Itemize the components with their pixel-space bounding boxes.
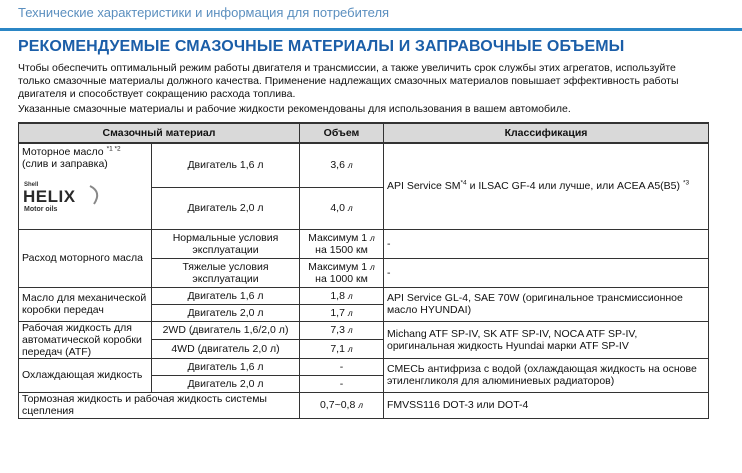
engine-oil-sublabel: (слив и заправка)	[22, 158, 108, 170]
engine-oil-class: API Service SM$^{*4}$ и ILSAC GF-4 или лучше, или ACEA A5(B5) $^{*3}$	[384, 143, 709, 229]
coolant-sub-2: Двигатель 2,0 л	[152, 375, 300, 392]
shell-helix-logo	[22, 178, 114, 214]
consumption-class-2: -	[384, 258, 709, 287]
manual-trans-label: Масло для механической коробки передач	[19, 287, 152, 321]
engine-oil-sub-2: Двигатель 2,0 л	[152, 187, 300, 229]
table-row	[19, 229, 709, 258]
atf-class: Michang ATF SP-IV, SK ATF SP-IV, NOCA ATF SP-IV, оригинальная жидкость Hyundai марки ATF SP-IV	[384, 321, 709, 358]
svg-text:HELIX: HELIX	[23, 187, 76, 206]
consumption-class-1: -	[384, 229, 709, 258]
section-header-bar	[0, 0, 742, 31]
page-heading: РЕКОМЕНДУЕМЫЕ СМАЗОЧНЫЕ МАТЕРИАЛЫ И ЗАПРАВОЧНЫЕ ОБЪЕМЫ	[18, 38, 625, 55]
atf-sub-1: 2WD (двигатель 1,6/2,0 л)	[152, 321, 300, 340]
coolant-volume-1: -	[300, 358, 384, 375]
engine-oil-volume-1: 3,6 л	[300, 143, 384, 187]
coolant-label: Охлаждающая жидкость	[19, 358, 152, 392]
svg-text:Motor oils: Motor oils	[24, 206, 58, 213]
coolant-class: СМЕСЬ антифриза с водой (охлаждающая жидкость на основе этиленгликоля для алюминиевых радиаторов)	[384, 358, 709, 392]
engine-oil-cell	[19, 143, 152, 229]
consumption-volume-2: Максимум 1 л на 1000 км	[300, 258, 384, 287]
consumption-sub-1: Нормальные условия эксплуатации	[152, 229, 300, 258]
lubricants-table	[18, 122, 709, 419]
engine-oil-volume-2: 4,0 л	[300, 187, 384, 229]
coolant-sub-1: Двигатель 1,6 л	[152, 358, 300, 375]
header-classification: Классификация	[384, 123, 709, 143]
consumption-volume-1: Максимум 1 л на 1500 км	[300, 229, 384, 258]
manual-trans-class: API Service GL-4, SAE 70W (оригинальное трансмиссионное масло HYUNDAI)	[384, 287, 709, 321]
intro-paragraph-2: Указанные смазочные материалы и рабочие жидкости рекомендованы для использования в вашем автомобиле.	[18, 103, 571, 115]
engine-oil-footnote: *1 *2	[106, 145, 121, 153]
table-row	[19, 143, 709, 187]
brake-class: FMVSS116 DOT-3 или DOT-4	[384, 392, 709, 418]
intro-paragraph: Чтобы обеспечить оптимальный режим работы двигателя и трансмиссии, а также увеличить срок службы этих агрегатов, используйте только смазочные материалы должного качества. Применение надлежащих смазочных материалов повышает эффективность работы двигателя и способствует сокращению расхода топлива.	[18, 62, 679, 100]
brake-volume: 0,7~0,8 л	[300, 392, 384, 418]
svg-text:Shell: Shell	[24, 182, 39, 188]
atf-volume-1: 7,3 л	[300, 321, 384, 340]
atf-label: Рабочая жидкость для автоматической коробки передач (ATF)	[19, 321, 152, 358]
table-row	[19, 321, 709, 340]
engine-oil-label: Моторное масло	[22, 146, 104, 158]
manual-trans-volume-1: 1,8 л	[300, 287, 384, 304]
table-header-row	[19, 123, 709, 143]
brake-label: Тормозная жидкость и рабочая жидкость системы сцепления	[19, 392, 300, 418]
atf-sub-2: 4WD (двигатель 2,0 л)	[152, 340, 300, 359]
header-lubricant: Смазочный материал	[19, 123, 300, 143]
table-row	[19, 392, 709, 418]
table-row	[19, 358, 709, 375]
coolant-volume-2: -	[300, 375, 384, 392]
section-title: Технические характеристики и информация для потребителя	[18, 5, 390, 20]
manual-trans-volume-2: 1,7 л	[300, 304, 384, 321]
atf-volume-2: 7,1 л	[300, 340, 384, 359]
engine-oil-sub-1: Двигатель 1,6 л	[152, 143, 300, 187]
manual-trans-sub-2: Двигатель 2,0 л	[152, 304, 300, 321]
table-row	[19, 287, 709, 304]
manual-trans-sub-1: Двигатель 1,6 л	[152, 287, 300, 304]
header-volume: Объем	[300, 123, 384, 143]
consumption-label: Расход моторного масла	[19, 229, 152, 287]
consumption-sub-2: Тяжелые условия эксплуатации	[152, 258, 300, 287]
